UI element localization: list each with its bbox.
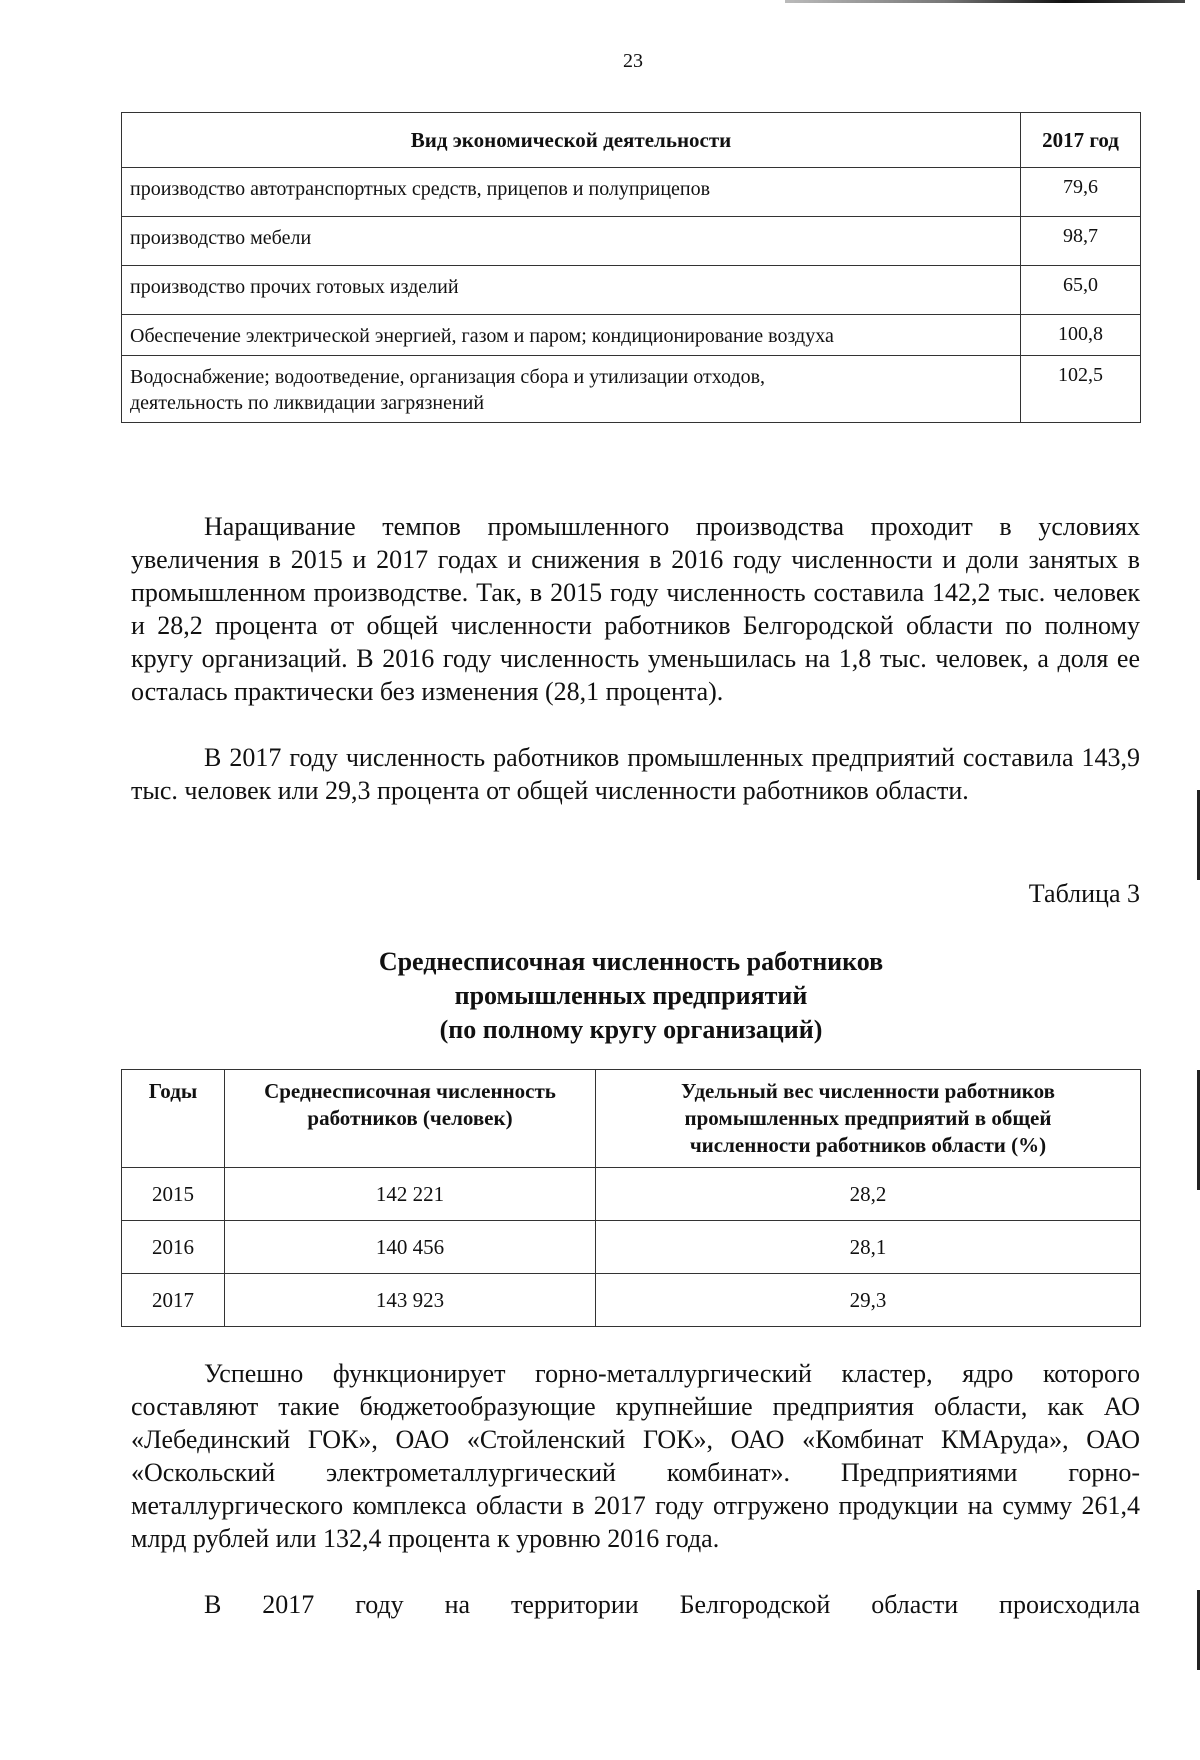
share-cell: 28,2: [596, 1168, 1141, 1221]
header-year: 2017 год: [1021, 113, 1141, 168]
activity-value: 100,8: [1021, 315, 1141, 356]
paragraph: [131, 1588, 1140, 1621]
table-row: [122, 315, 1141, 356]
scan-artifact-top: [785, 0, 1185, 3]
table-row: [122, 356, 1141, 423]
activity-value: 98,7: [1021, 217, 1141, 266]
table-row: [122, 1221, 1141, 1274]
paragraph-text: В 2017 году на территории Белгородской области происходила: [204, 1590, 1140, 1619]
paragraph-text: В 2017 году численность работников промышленных предприятий составила 143,9 тыс. человек или 29,3 процента от общей численности работников области.: [131, 743, 1140, 805]
table-row: [122, 217, 1141, 266]
activity-label: производство автотранспортных средств, прицепов и полуприцепов: [122, 168, 1021, 217]
table-row: [122, 168, 1141, 217]
table-row: [122, 266, 1141, 315]
activity-label: Обеспечение электрической энергией, газом и паром; кондиционирование воздуха: [122, 315, 1021, 356]
count-cell: 143 923: [225, 1274, 596, 1327]
paragraph: [131, 510, 1140, 708]
table-title-line: Среднесписочная численность работников: [378, 947, 884, 976]
employee-count-table: [121, 1069, 1141, 1327]
header-count: Среднесписочная численность работников (человек): [225, 1070, 596, 1168]
activity-label: производство мебели: [122, 217, 1021, 266]
activity-value: 102,5: [1021, 356, 1141, 423]
year-cell: 2017: [122, 1274, 225, 1327]
paragraph-text: Успешно функционирует горно-металлургический кластер, ядро которого составляют такие бюджетообразующие крупнейшие предприятия области, как АО «Лебединский ГОК», ОАО «Стойленский ГОК», ОАО «Комбинат КМАруда», ОАО «Оскольский электрометаллургический комбинат». Предприятиями горно-металлургического комплекса области в 2017 году отгружено продукции на сумму 261,4 млрд рублей или 132,4 процента к уровню 2016 года.: [131, 1359, 1140, 1553]
activity-value: 65,0: [1021, 266, 1141, 315]
table-label: Таблица 3: [1028, 879, 1140, 908]
table-header-row: [122, 113, 1141, 168]
table-title-line: промышленных предприятий: [454, 981, 808, 1010]
paragraph-text: Наращивание темпов промышленного производства проходит в условиях увеличения в 2015 и 2017 годах и снижения в 2016 году численности и доли занятых в промышленном производстве. Так, в 2015 году численность составила 142,2 тыс. человек и 28,2 процента от общей численности работников Белгородской области по полному кругу организаций. В 2016 году численность уменьшилась на 1,8 тыс. человек, а доля ее осталась практически без изменения (28,1 процента).: [131, 512, 1140, 706]
year-cell: 2015: [122, 1168, 225, 1221]
activity-index-table: [121, 112, 1141, 423]
header-years: Годы: [122, 1070, 225, 1168]
activity-label: производство прочих готовых изделий: [122, 266, 1021, 315]
table-row: [122, 1168, 1141, 1221]
count-cell: 140 456: [225, 1221, 596, 1274]
paragraph: [131, 741, 1140, 807]
table-row: [122, 1274, 1141, 1327]
table-title-line: (по полному кругу организаций): [439, 1015, 823, 1044]
activity-label: Водоснабжение; водоотведение, организация сбора и утилизации отходов, деятельность по ликвидации загрязнений: [122, 356, 1021, 423]
paragraph: [131, 1357, 1140, 1555]
page-number: 23: [623, 50, 643, 72]
share-cell: 28,1: [596, 1221, 1141, 1274]
count-cell: 142 221: [225, 1168, 596, 1221]
table-header-row: [122, 1070, 1141, 1168]
header-activity-type: Вид экономической деятельности: [122, 113, 1021, 168]
share-cell: 29,3: [596, 1274, 1141, 1327]
header-share: Удельный вес численности работников промышленных предприятий в общей численности работников области (%): [596, 1070, 1141, 1168]
table-title: [121, 945, 1141, 1047]
activity-value: 79,6: [1021, 168, 1141, 217]
year-cell: 2016: [122, 1221, 225, 1274]
